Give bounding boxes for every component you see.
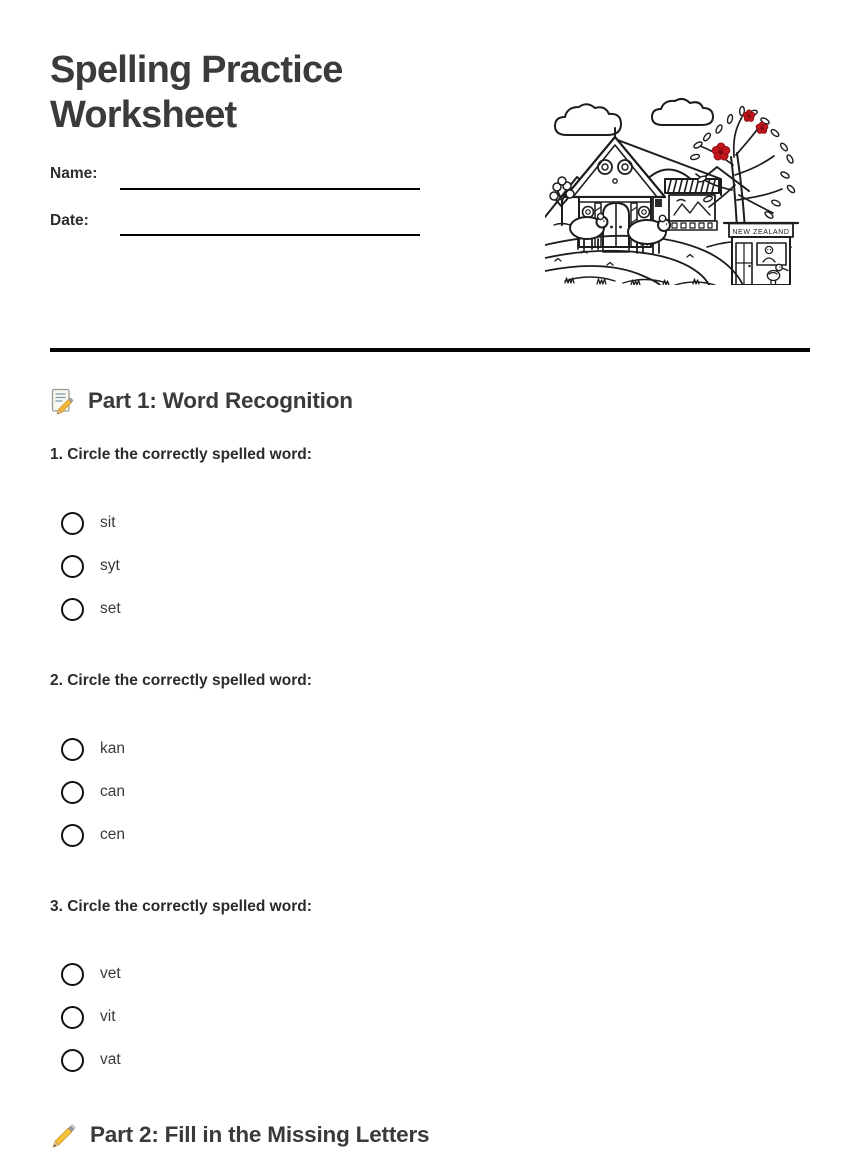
option-label: vit <box>100 1008 116 1025</box>
answer-option[interactable] <box>61 554 120 578</box>
radio-button[interactable] <box>61 512 84 535</box>
answer-option[interactable] <box>61 597 121 621</box>
option-label: can <box>100 783 125 800</box>
name-label: Name: <box>50 165 98 182</box>
question-prompt: 1. Circle the correctly spelled word: <box>50 446 312 463</box>
date-label: Date: <box>50 212 89 229</box>
section-heading-part2 <box>50 1120 429 1150</box>
option-label: vet <box>100 965 121 982</box>
name-input-line[interactable] <box>120 168 420 190</box>
radio-button[interactable] <box>61 598 84 621</box>
cloud-icon <box>652 99 713 125</box>
radio-button[interactable] <box>61 963 84 986</box>
answer-option[interactable] <box>61 511 116 535</box>
answer-option[interactable] <box>61 1048 121 1072</box>
question-prompt: 3. Circle the correctly spelled word: <box>50 898 312 915</box>
red-flowers <box>712 110 768 160</box>
small-tree <box>550 177 574 225</box>
answer-option[interactable] <box>61 1005 116 1029</box>
option-label: set <box>100 600 121 617</box>
option-label: sit <box>100 514 116 531</box>
pencil-icon <box>50 1122 79 1149</box>
memo-icon <box>50 388 77 415</box>
section-heading-part1 <box>50 386 353 416</box>
section-title: Part 2: Fill in the Missing Letters <box>90 1122 430 1147</box>
answer-option[interactable] <box>61 780 125 804</box>
cloud-icon <box>555 104 621 135</box>
radio-button[interactable] <box>61 824 84 847</box>
answer-option[interactable] <box>61 737 125 761</box>
section-divider <box>50 348 810 352</box>
section-title: Part 1: Word Recognition <box>88 388 353 413</box>
option-label: syt <box>100 557 120 574</box>
option-label: kan <box>100 740 125 757</box>
new-zealand-illustration <box>545 95 811 285</box>
radio-button[interactable] <box>61 781 84 804</box>
radio-button[interactable] <box>61 738 84 761</box>
answer-option[interactable] <box>61 823 125 847</box>
option-label: cen <box>100 826 125 843</box>
option-label: vat <box>100 1051 121 1068</box>
question-prompt: 2. Circle the correctly spelled word: <box>50 672 312 689</box>
page-title: Spelling Practice Worksheet <box>50 49 343 136</box>
side-window <box>655 199 662 207</box>
radio-button[interactable] <box>61 1049 84 1072</box>
kiosk-sign-text: NEW ZEALAND <box>732 229 790 236</box>
shop-counter <box>667 221 717 230</box>
radio-button[interactable] <box>61 555 84 578</box>
answer-option[interactable] <box>61 962 121 986</box>
radio-button[interactable] <box>61 1006 84 1029</box>
date-input-line[interactable] <box>120 214 420 236</box>
